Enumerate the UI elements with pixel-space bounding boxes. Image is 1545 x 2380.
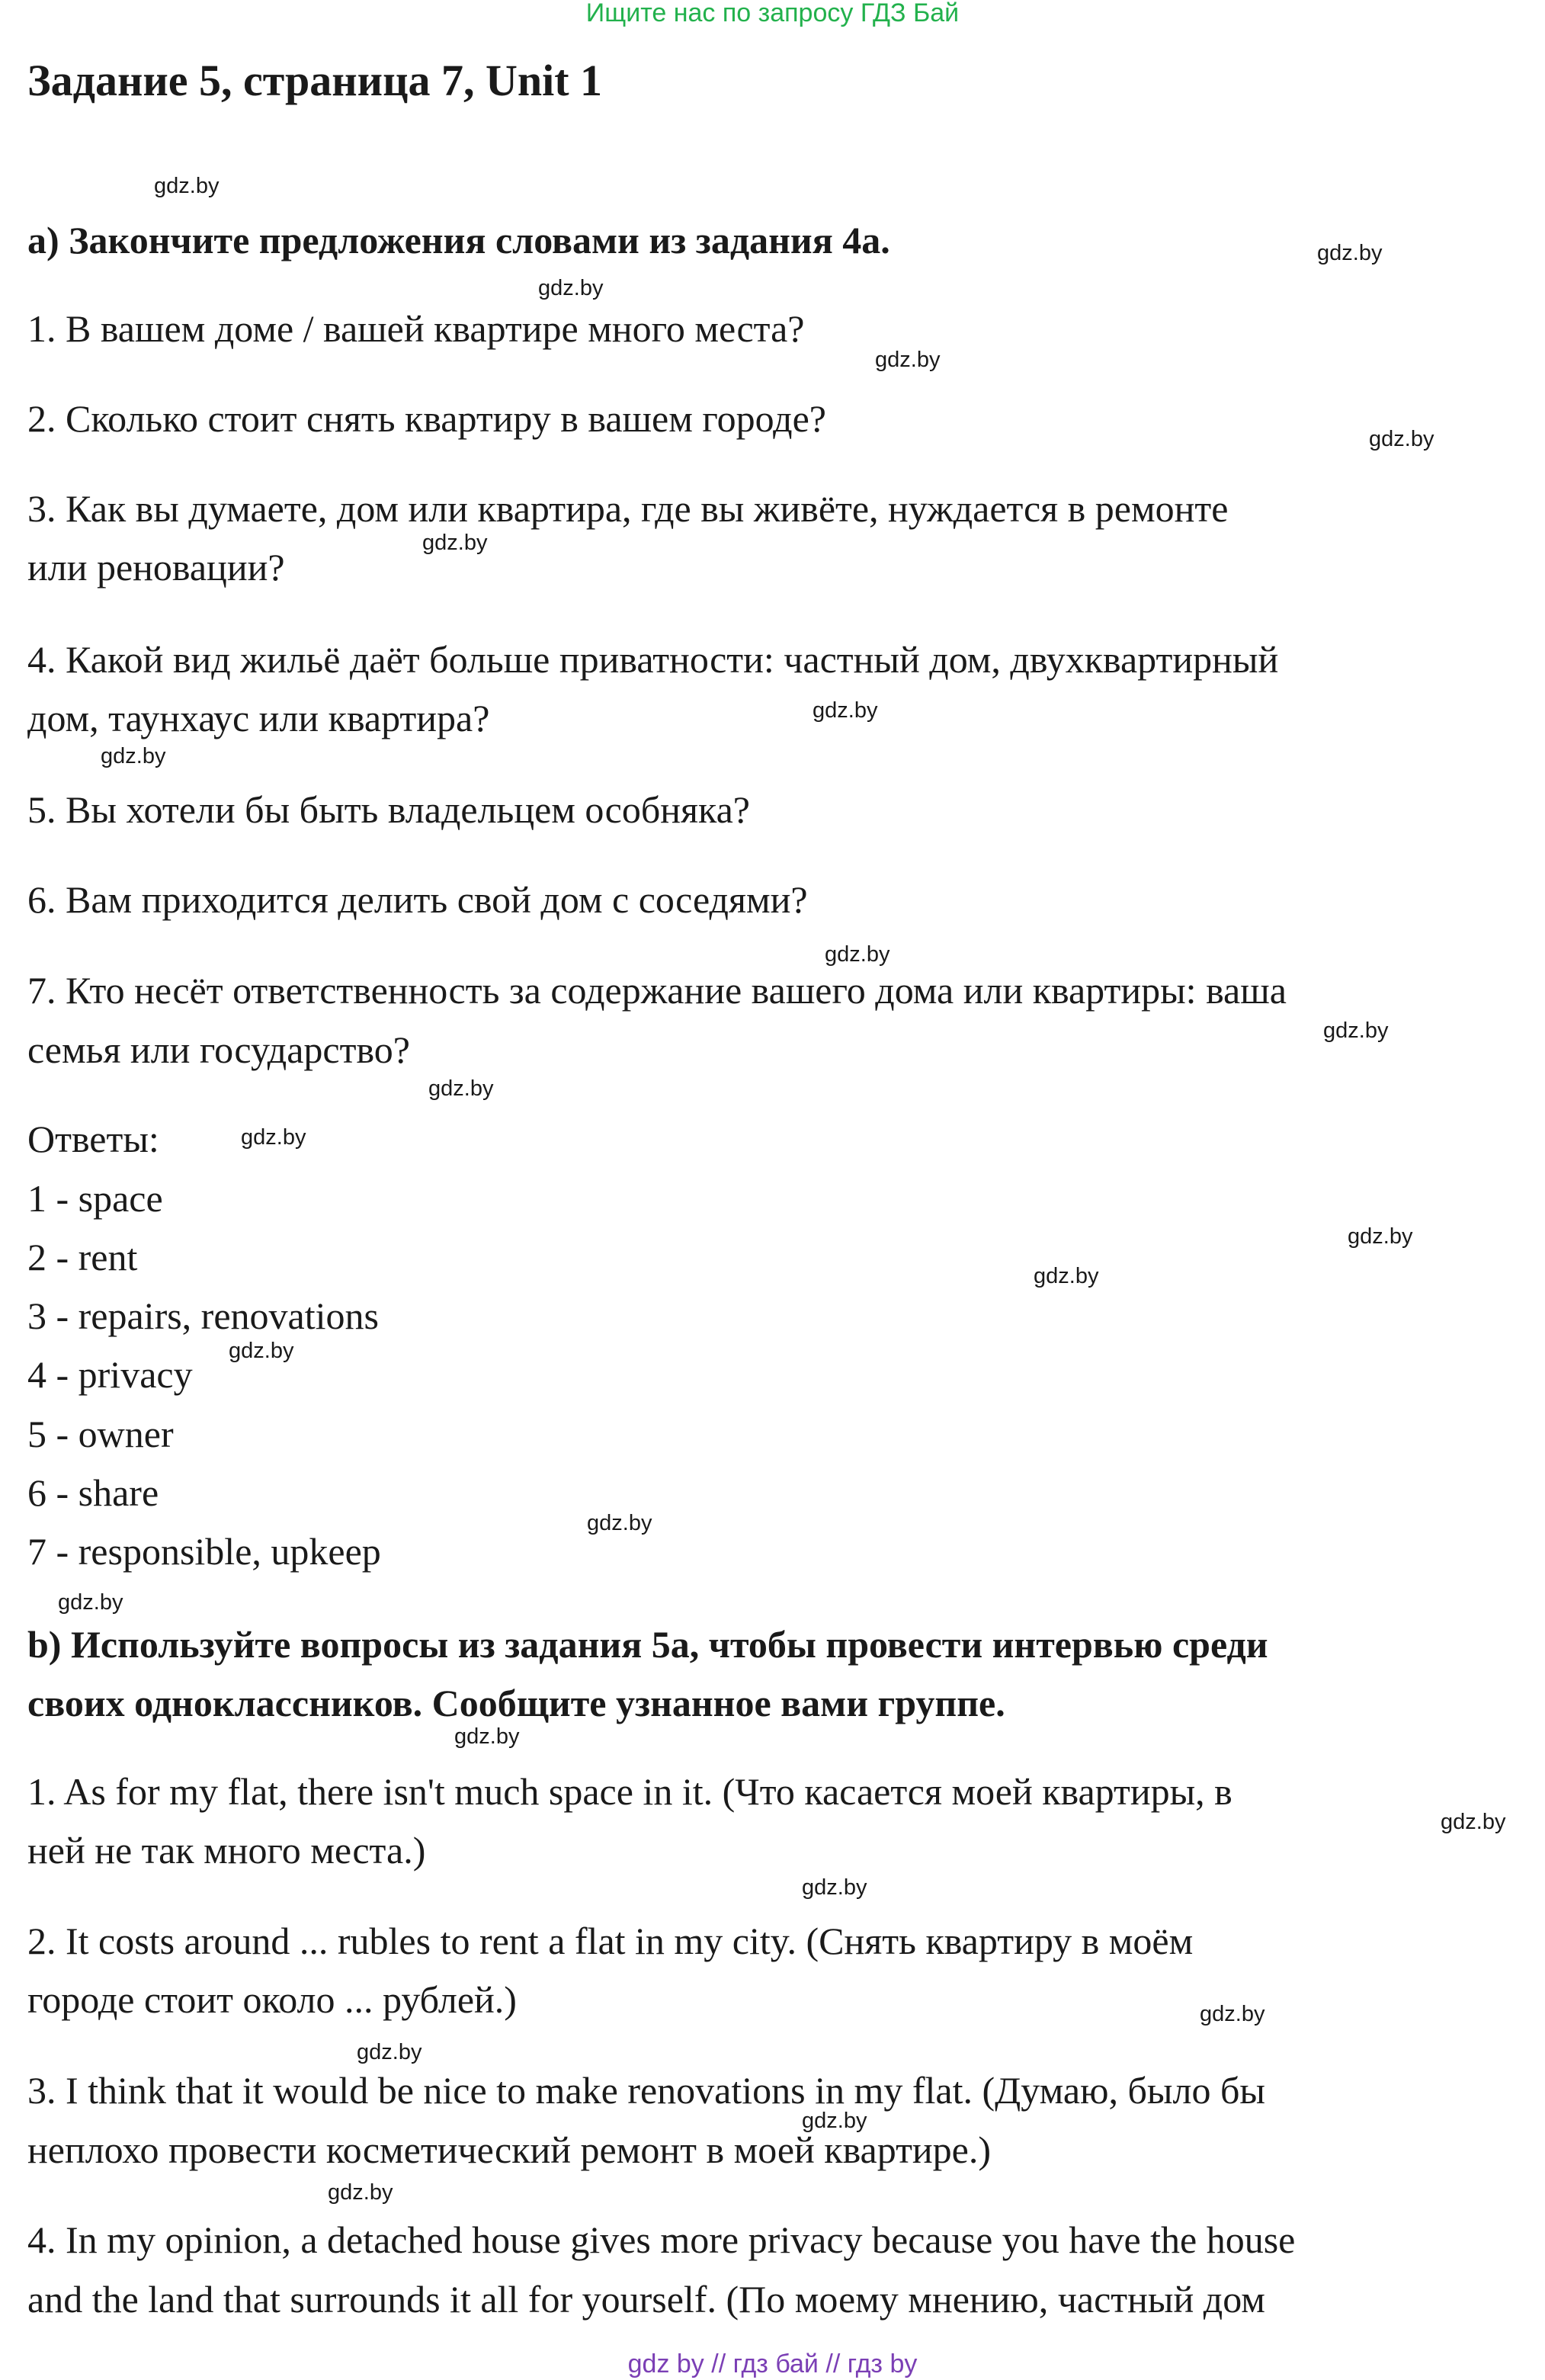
- watermark: gdz.by: [538, 276, 604, 300]
- watermark: gdz.by: [1441, 1810, 1506, 1834]
- question-line: 4. Какой вид жильё даёт больше приватности: частный дом, двухквартирный: [27, 638, 1279, 681]
- question-line: 6. Вам приходится делить свой дом с соседями?: [27, 878, 808, 921]
- question-line: 5. Вы хотели бы быть владельцем особняка?: [27, 788, 750, 831]
- search-hint-link[interactable]: Ищите нас по запросу ГДЗ Бай: [585, 0, 960, 27]
- watermark: gdz.by: [1348, 1224, 1413, 1249]
- watermark: gdz.by: [357, 2040, 422, 2064]
- watermark: gdz.by: [802, 1875, 867, 1900]
- answer-line: городе стоит около ... рублей.): [27, 1978, 517, 2021]
- watermark: gdz.by: [802, 2109, 867, 2133]
- answer-line: неплохо провести косметический ремонт в моей квартире.): [27, 2128, 992, 2171]
- answer-item: 7 - responsible, upkeep: [27, 1530, 381, 1573]
- answer-line: 2. It costs around ... rubles to rent a flat in my city. (Снять квартиру в моём: [27, 1920, 1194, 1962]
- answer-item: 4 - privacy: [27, 1353, 193, 1396]
- watermark: gdz.by: [875, 348, 941, 372]
- watermark: gdz.by: [1323, 1018, 1389, 1043]
- section-b-heading: своих одноклассников. Сообщите узнанное вами группе.: [27, 1682, 1005, 1724]
- answer-item: 6 - share: [27, 1471, 159, 1514]
- answer-line: ней не так много места.): [27, 1829, 426, 1872]
- answer-line: and the land that surrounds it all for yourself. (По моему мнению, частный дом: [27, 2278, 1265, 2321]
- watermark: gdz.by: [154, 174, 220, 198]
- answer-item: 3 - repairs, renovations: [27, 1294, 379, 1337]
- section-b-heading: b) Используйте вопросы из задания 5а, чтобы провести интервью среди: [27, 1623, 1268, 1666]
- watermark: gdz.by: [1034, 1264, 1099, 1288]
- answer-line: 3. I think that it would be nice to make renovations in my flat. (Думаю, было бы: [27, 2069, 1265, 2112]
- answer-item: 5 - owner: [27, 1413, 174, 1455]
- watermark: gdz.by: [422, 531, 488, 555]
- question-line: 7. Кто несёт ответственность за содержание вашего дома или квартиры: ваша: [27, 969, 1287, 1012]
- watermark: gdz.by: [428, 1076, 494, 1101]
- watermark: gdz.by: [58, 1590, 123, 1615]
- section-a-heading: a) Закончите предложения словами из задания 4а.: [27, 219, 890, 261]
- question-line: 1. В вашем доме / вашей квартире много места?: [27, 307, 805, 350]
- watermark: gdz.by: [1369, 427, 1434, 451]
- question-line: 3. Как вы думаете, дом или квартира, где вы живёте, нуждается в ремонте: [27, 487, 1229, 530]
- watermark: gdz.by: [454, 1724, 520, 1749]
- footer-links[interactable]: gdz by // гдз бай // гдз by: [627, 2350, 918, 2378]
- answer-line: 4. In my opinion, a detached house gives more privacy because you have the house: [27, 2218, 1296, 2261]
- watermark: gdz.by: [813, 698, 878, 723]
- page-title: Задание 5, страница 7, Unit 1: [27, 56, 603, 105]
- question-line: дом, таунхаус или квартира?: [27, 697, 490, 739]
- question-line: или реновации?: [27, 546, 285, 589]
- answer-line: 1. As for my flat, there isn't much space in it. (Что касается моей квартиры, в: [27, 1770, 1232, 1813]
- watermark: gdz.by: [1317, 241, 1383, 265]
- question-line: 2. Сколько стоит снять квартиру в вашем городе?: [27, 397, 826, 440]
- answer-item: 2 - rent: [27, 1236, 138, 1278]
- question-line: семья или государство?: [27, 1028, 410, 1071]
- watermark: gdz.by: [241, 1125, 306, 1150]
- watermark: gdz.by: [1200, 2002, 1265, 2026]
- watermark: gdz.by: [825, 942, 890, 967]
- watermark: gdz.by: [101, 744, 166, 768]
- watermark: gdz.by: [328, 2180, 393, 2205]
- watermark: gdz.by: [587, 1511, 652, 1535]
- answers-label: Ответы:: [27, 1118, 159, 1160]
- answer-item: 1 - space: [27, 1177, 163, 1220]
- watermark: gdz.by: [229, 1339, 294, 1363]
